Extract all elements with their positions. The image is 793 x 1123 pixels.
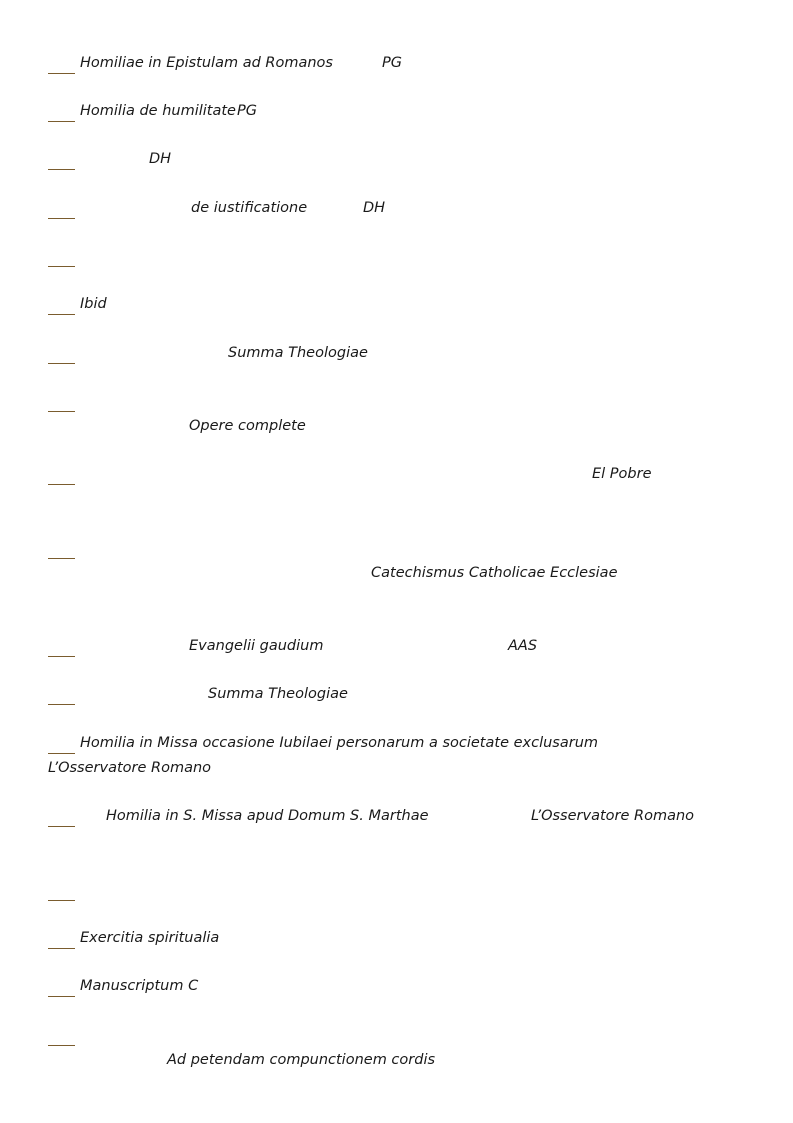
footnote-7 [48, 342, 768, 368]
source-abbrev: PG [382, 55, 402, 71]
footnote-rule [48, 266, 75, 267]
footnote-4 [48, 197, 768, 223]
footnote-15 [48, 879, 768, 905]
work-title: Manuscriptum C [80, 978, 199, 994]
footnote-rule [48, 558, 75, 559]
work-title: Catechismus Catholicae Ecclesiae [371, 565, 618, 581]
footnote-rule [48, 656, 75, 657]
footnote-8-continuation [48, 415, 768, 441]
footnote-18 [48, 1024, 768, 1050]
footnote-3 [48, 148, 768, 174]
footnote-rule [48, 169, 75, 170]
source-title: L’Osservatore Romano [531, 808, 695, 824]
footnote-5 [48, 245, 768, 271]
footnote-rule [48, 73, 75, 74]
work-title: Opere complete [189, 418, 306, 434]
footnote-rule [48, 314, 75, 315]
footnote-18-continuation [48, 1049, 768, 1075]
source-abbrev: PG [237, 103, 257, 119]
footnote-16 [48, 927, 768, 953]
work-title: Homilia in Missa occasione Iubilaei personarum a societate exclusarum [80, 735, 599, 751]
footnote-rule [48, 411, 75, 412]
footnote-rule [48, 1045, 75, 1046]
footnote-rule [48, 363, 75, 364]
footnote-10 [48, 537, 768, 563]
footnote-10-continuation [48, 562, 768, 588]
footnote-rule [48, 826, 75, 827]
work-title: Homilia de humilitate [80, 103, 236, 119]
footnote-8 [48, 390, 768, 416]
footnote-rule [48, 218, 75, 219]
footnote-rule [48, 704, 75, 705]
footnote-rule [48, 900, 75, 901]
work-title: Ibid [80, 296, 107, 312]
work-title: El Pobre [592, 466, 652, 482]
footnote-rule [48, 948, 75, 949]
work-title: Summa Theologiae [208, 686, 348, 702]
work-title: Ad petendam compunctionem cordis [167, 1052, 436, 1068]
footnote-17 [48, 975, 768, 1001]
work-title: Homiliae in Epistulam ad Romanos [80, 55, 333, 71]
work-title: Summa Theologiae [228, 345, 368, 361]
work-title: Exercitia spiritualia [80, 930, 220, 946]
source-abbrev: DH [149, 151, 172, 167]
footnote-13 [48, 732, 768, 758]
source-abbrev: AAS [508, 638, 538, 654]
work-title: Homilia in S. Missa apud Domum S. Marthae [106, 808, 429, 824]
footnote-rule [48, 996, 75, 997]
source-abbrev: DH [363, 200, 386, 216]
footnote-13-continuation [48, 757, 768, 783]
footnote-2 [48, 100, 768, 126]
footnote-6 [48, 293, 768, 319]
work-title: de iustificatione [191, 200, 308, 216]
source-title: L’Osservatore Romano [48, 760, 212, 776]
footnote-rule [48, 121, 75, 122]
footnote-14 [48, 805, 768, 831]
work-title: Evangelii gaudium [189, 638, 324, 654]
footnote-11 [48, 635, 768, 661]
footnote-rule [48, 753, 75, 754]
footnote-1 [48, 52, 768, 78]
footnote-rule [48, 484, 75, 485]
footnote-9 [48, 463, 768, 489]
footnote-12 [48, 683, 768, 709]
